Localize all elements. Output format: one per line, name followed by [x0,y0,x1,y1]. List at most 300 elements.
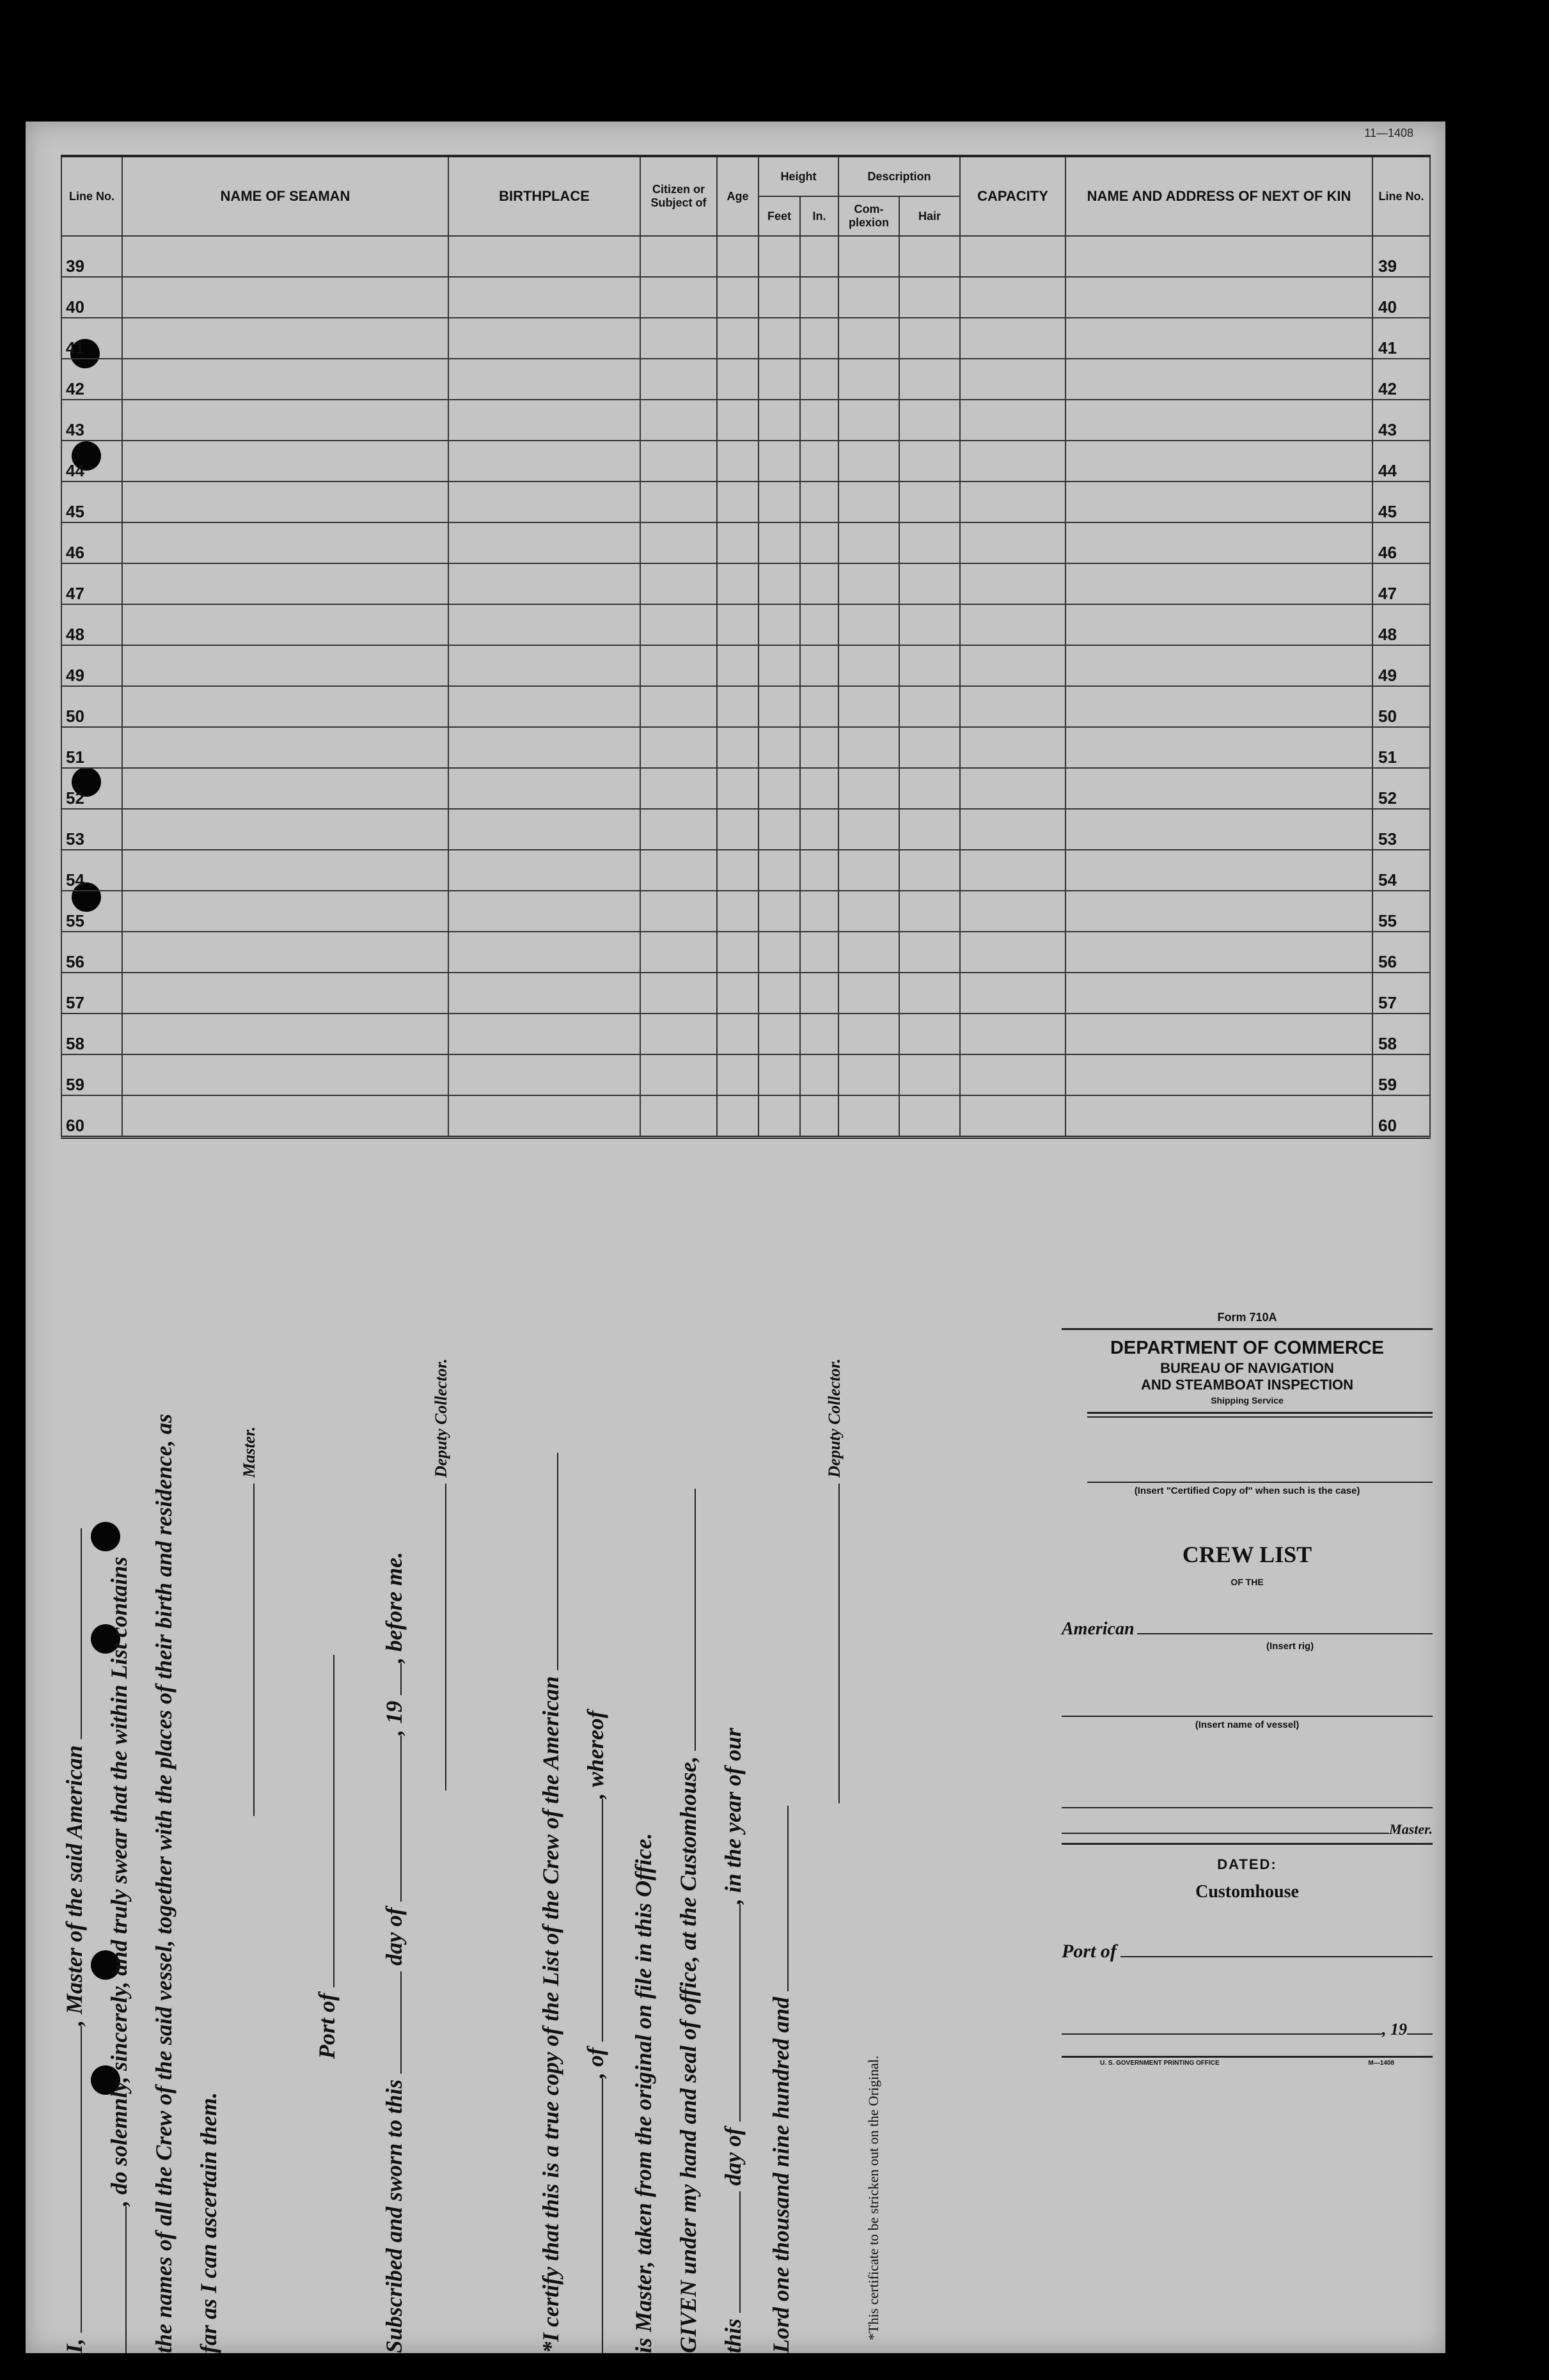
table-cell [717,604,759,645]
table-cell [960,686,1065,727]
aff-subscribed: Subscribed and sworn to this [381,2079,407,2353]
header-line-no-right: Line No. [1372,156,1430,236]
header-capacity: CAPACITY [960,156,1065,236]
row-line-number-right: 42 [1372,359,1430,400]
row-line-number: 41 [61,318,122,359]
table-cell [640,809,717,850]
table-row [61,891,1430,932]
table-cell [122,973,448,1014]
row-line-number: 51 [61,727,122,768]
aff-deputy1: Deputy Collector. [432,1358,450,1478]
table-cell [122,850,448,891]
table-cell [899,318,960,359]
table-cell [640,277,717,318]
panel-port-blank [1120,1956,1433,1957]
table-cell [838,1095,899,1138]
form-code: 11—1408 [1364,127,1413,139]
table-cell [759,481,800,522]
aff-port-of: Port of [314,1993,340,2059]
table-cell [759,727,800,768]
table-cell [1065,1054,1372,1095]
table-cell [838,277,899,318]
table-cell [640,932,717,973]
table-cell [800,645,838,686]
table-cell [448,686,640,727]
table-cell [899,809,960,850]
table-cell [1065,686,1372,727]
aff-this: this [720,2318,746,2353]
row-line-number-right: 55 [1372,891,1430,932]
table-cell [800,891,838,932]
american-label: American [1062,1619,1135,1639]
table-cell [1065,973,1372,1014]
table-cell [717,318,759,359]
table-cell [717,973,759,1014]
aff-lord: Lord one thousand nine hundred and [768,1996,794,2353]
insert-certified-note: (Insert "Certified Copy of" when such is the case) [1134,1485,1360,1496]
table-cell [717,277,759,318]
table-cell [1065,809,1372,850]
table-cell [122,686,448,727]
row-line-number-right: 39 [1372,236,1430,277]
table-row [61,973,1430,1014]
table-cell [717,768,759,809]
aff-day-of: day of [381,1907,407,1966]
table-cell [899,400,960,441]
table-cell [838,686,899,727]
gpo-imprint: U. S. GOVERNMENT PRINTING OFFICE [1100,2060,1220,2067]
table-cell [122,932,448,973]
row-line-number-right: 59 [1372,1054,1430,1095]
aff-far-as: far as I can ascertain them. [196,2092,221,2353]
table-cell [960,318,1065,359]
row-line-number: 50 [61,686,122,727]
table-row [61,236,1430,277]
row-line-number-right: 48 [1372,604,1430,645]
table-cell [838,1014,899,1054]
table-cell [640,481,717,522]
table-cell [800,522,838,563]
panel-year-blank [1407,2033,1433,2035]
insert-vessel-note: (Insert name of vessel) [1195,1719,1300,1730]
table-row [61,727,1430,768]
table-cell [759,318,800,359]
table-cell [640,1095,717,1138]
table-cell [960,604,1065,645]
day-blank [400,1971,402,2074]
cert-year-blank [787,1806,789,1991]
cert-month-blank [739,1904,741,2122]
table-cell [448,932,640,973]
table-cell [899,850,960,891]
table-row [61,522,1430,563]
table-cell [800,318,838,359]
table-row [61,318,1430,359]
table-cell [640,1014,717,1054]
cert-day-blank [739,2191,741,2313]
table-cell [800,236,838,277]
row-line-number: 53 [61,809,122,850]
row-line-number: 60 [61,1095,122,1138]
table-cell [899,563,960,604]
table-cell [800,359,838,400]
header-next-of-kin: NAME AND ADDRESS OF NEXT OF KIN [1065,156,1372,236]
table-row [61,441,1430,481]
table-cell [899,932,960,973]
table-cell [1065,236,1372,277]
aff-year-of-our: , in the year of our [720,1727,746,1904]
table-cell [759,359,800,400]
table-cell [838,400,899,441]
table-row [61,932,1430,973]
header-line-no: Line No. [61,156,122,236]
table-cell [960,850,1065,891]
table-cell [640,1054,717,1095]
table-cell [899,645,960,686]
table-cell [759,522,800,563]
table-cell [640,359,717,400]
crew-table [61,155,1431,1139]
table-cell [960,359,1065,400]
table-cell [960,563,1065,604]
table-cell [122,891,448,932]
table-cell [899,1014,960,1054]
table-cell [800,727,838,768]
table-cell [122,1095,448,1138]
row-line-number: 48 [61,604,122,645]
panel-master: Master. [1389,1821,1433,1837]
table-cell [448,563,640,604]
header-inches: In. [800,196,838,236]
table-cell [640,891,717,932]
table-cell [717,932,759,973]
panel-form-code: M—1408 [1368,2060,1394,2067]
table-cell [960,645,1065,686]
row-line-number-right: 40 [1372,277,1430,318]
table-cell [800,932,838,973]
row-line-number: 45 [61,481,122,522]
row-line-number: 58 [61,1014,122,1054]
table-cell [448,850,640,891]
table-cell [960,932,1065,973]
table-row [61,277,1430,318]
year-blank [400,1663,402,1695]
table-cell [122,359,448,400]
table-cell [960,522,1065,563]
cert-vessel-blank [557,1453,558,1670]
table-cell [960,277,1065,318]
row-line-number-right: 44 [1372,441,1430,481]
table-cell [717,481,759,522]
table-cell [448,768,640,809]
table-cell [122,645,448,686]
table-cell [448,441,640,481]
deputy-signature-blank [445,1484,446,1790]
aff-is-master: is Master, taken from the original on file in this Office. [631,1833,656,2353]
table-row [61,1054,1430,1095]
table-cell [448,1095,640,1138]
cert-deputy-signature-blank [838,1484,840,1803]
table-cell [1065,522,1372,563]
affidavit-block [26,1298,1010,2353]
table-cell [122,1054,448,1095]
table-cell [448,645,640,686]
table-cell [960,441,1065,481]
table-cell [800,441,838,481]
of-the: OF THE [1231,1577,1264,1587]
table-cell [640,973,717,1014]
table-cell [960,973,1065,1014]
table-cell [759,277,800,318]
table-cell [838,563,899,604]
table-cell [122,809,448,850]
table-cell [759,850,800,891]
table-cell [960,481,1065,522]
header-birthplace: BIRTHPLACE [448,156,640,236]
month-blank [400,1735,402,1902]
row-line-number: 39 [61,236,122,277]
table-cell [960,236,1065,277]
table-cell [1065,481,1372,522]
table-cell [838,932,899,973]
port-blank [333,1655,334,1987]
row-line-number-right: 50 [1372,686,1430,727]
table-cell [960,727,1065,768]
table-cell [838,891,899,932]
table-cell [1065,318,1372,359]
table-cell [1065,727,1372,768]
table-cell [759,441,800,481]
table-cell [448,604,640,645]
table-cell [122,236,448,277]
row-line-number: 52 [61,768,122,809]
table-cell [717,236,759,277]
table-row [61,645,1430,686]
cert-vessel-name-blank [602,2078,603,2353]
table-cell [1065,645,1372,686]
table-row [61,604,1430,645]
certified-copy-blank [1087,1482,1433,1483]
table-cell [122,563,448,604]
header-citizen: Citizen or Subject of [640,156,717,236]
table-cell [1065,441,1372,481]
rig-blank [1137,1633,1433,1634]
row-line-number: 46 [61,522,122,563]
table-cell [640,604,717,645]
table-cell [838,522,899,563]
table-cell [759,604,800,645]
table-cell [640,441,717,481]
table-cell [838,645,899,686]
table-cell [640,850,717,891]
table-cell [899,727,960,768]
table-cell [448,522,640,563]
table-cell [960,768,1065,809]
table-cell [448,727,640,768]
table-cell [800,1095,838,1138]
row-line-number-right: 53 [1372,809,1430,850]
table-row [61,400,1430,441]
row-line-number: 43 [61,400,122,441]
header-name: NAME OF SEAMAN [122,156,448,236]
table-cell [759,973,800,1014]
aff-footnote: *This certificate to be stricken out on the Original. [865,2055,881,2340]
table-cell [448,1054,640,1095]
table-cell [1065,768,1372,809]
master-signature-blank [253,1484,255,1816]
aff-deputy2: Deputy Collector. [825,1358,844,1478]
table-cell [960,1054,1065,1095]
table-cell [800,809,838,850]
table-cell [960,809,1065,850]
table-cell [448,277,640,318]
table-cell [448,236,640,277]
table-cell [759,400,800,441]
table-cell [640,645,717,686]
row-line-number: 49 [61,645,122,686]
table-cell [640,768,717,809]
aff-cert-day-of: day of [720,2127,746,2186]
aff-of: , of [583,2047,608,2078]
table-cell [800,973,838,1014]
table-cell [717,1014,759,1054]
master-line-2 [1062,1833,1389,1834]
table-cell [448,400,640,441]
table-cell [759,645,800,686]
table-row [61,850,1430,891]
table-cell [122,441,448,481]
table-row [61,359,1430,400]
table-cell [899,973,960,1014]
table-cell [960,400,1065,441]
table-cell [1065,1095,1372,1138]
table-cell [838,359,899,400]
table-row [61,686,1430,727]
table-row [61,563,1430,604]
table-row [61,1095,1430,1138]
cover-panel [1062,1311,1433,2067]
table-cell [838,768,899,809]
table-cell [122,768,448,809]
table-cell [899,236,960,277]
table-cell [640,400,717,441]
table-cell [838,481,899,522]
table-cell [838,727,899,768]
form-page [26,121,1445,2353]
master-line-1 [1062,1807,1433,1808]
bureau-line-2: AND STEAMBOAT INSPECTION [1140,1377,1354,1393]
row-line-number: 40 [61,277,122,318]
header-age: Age [717,156,759,236]
table-cell [759,768,800,809]
row-line-number-right: 43 [1372,400,1430,441]
table-cell [448,481,640,522]
row-line-number: 44 [61,441,122,481]
table-cell [800,277,838,318]
table-cell [838,809,899,850]
table-cell [122,318,448,359]
table-cell [838,973,899,1014]
row-line-number-right: 46 [1372,522,1430,563]
table-cell [759,1054,800,1095]
table-cell [122,400,448,441]
customhouse-blank [695,1489,696,1751]
vessel-name-blank [125,2206,127,2353]
table-cell [800,686,838,727]
row-line-number: 59 [61,1054,122,1095]
aff-master-of: , Master of the said American [61,1745,87,2026]
row-line-number: 42 [61,359,122,400]
crew-list-title: CREW LIST [1182,1542,1312,1567]
table-cell [717,1054,759,1095]
row-line-number: 56 [61,932,122,973]
table-cell [1065,359,1372,400]
aff-master: Master. [240,1426,258,1478]
panel-port-of: Port of [1062,1941,1117,1962]
shipping-service: Shipping Service [1211,1395,1284,1405]
table-cell [1065,932,1372,973]
table-cell [899,604,960,645]
table-cell [448,891,640,932]
cert-port-blank [602,1799,603,2042]
row-line-number: 47 [61,563,122,604]
row-line-number-right: 58 [1372,1014,1430,1054]
table-cell [800,604,838,645]
table-cell [838,1054,899,1095]
table-cell [717,809,759,850]
row-line-number-right: 57 [1372,973,1430,1014]
aff-nineteen: , 19 [381,1700,407,1735]
table-cell [717,891,759,932]
table-cell [717,850,759,891]
table-cell [800,563,838,604]
table-row [61,481,1430,522]
table-cell [717,400,759,441]
dated-label: DATED: [1217,1856,1277,1872]
table-cell [1065,1014,1372,1054]
dept-title: DEPARTMENT OF COMMERCE [1110,1338,1384,1358]
table-cell [960,1095,1065,1138]
table-cell [448,318,640,359]
table-cell [759,1014,800,1054]
table-cell [899,277,960,318]
table-cell [759,236,800,277]
table-cell [717,727,759,768]
table-cell [640,727,717,768]
vessel-name-line [1062,1716,1433,1717]
table-row [61,768,1430,809]
table-cell [122,727,448,768]
row-line-number-right: 47 [1372,563,1430,604]
row-line-number-right: 41 [1372,318,1430,359]
header-description: Description [838,156,960,196]
table-cell [759,563,800,604]
table-cell [800,1054,838,1095]
aff-given: GIVEN under my hand and seal of office, at the Customhouse, [675,1756,701,2353]
table-cell [1065,604,1372,645]
table-cell [899,768,960,809]
row-line-number: 54 [61,850,122,891]
table-cell [640,236,717,277]
row-line-number-right: 60 [1372,1095,1430,1138]
table-cell [717,686,759,727]
header-hair: Hair [899,196,960,236]
row-line-number-right: 45 [1372,481,1430,522]
table-cell [800,768,838,809]
header-complexion: Com- plexion [838,196,899,236]
table-cell [1065,400,1372,441]
panel-date-blank [1062,2033,1382,2035]
